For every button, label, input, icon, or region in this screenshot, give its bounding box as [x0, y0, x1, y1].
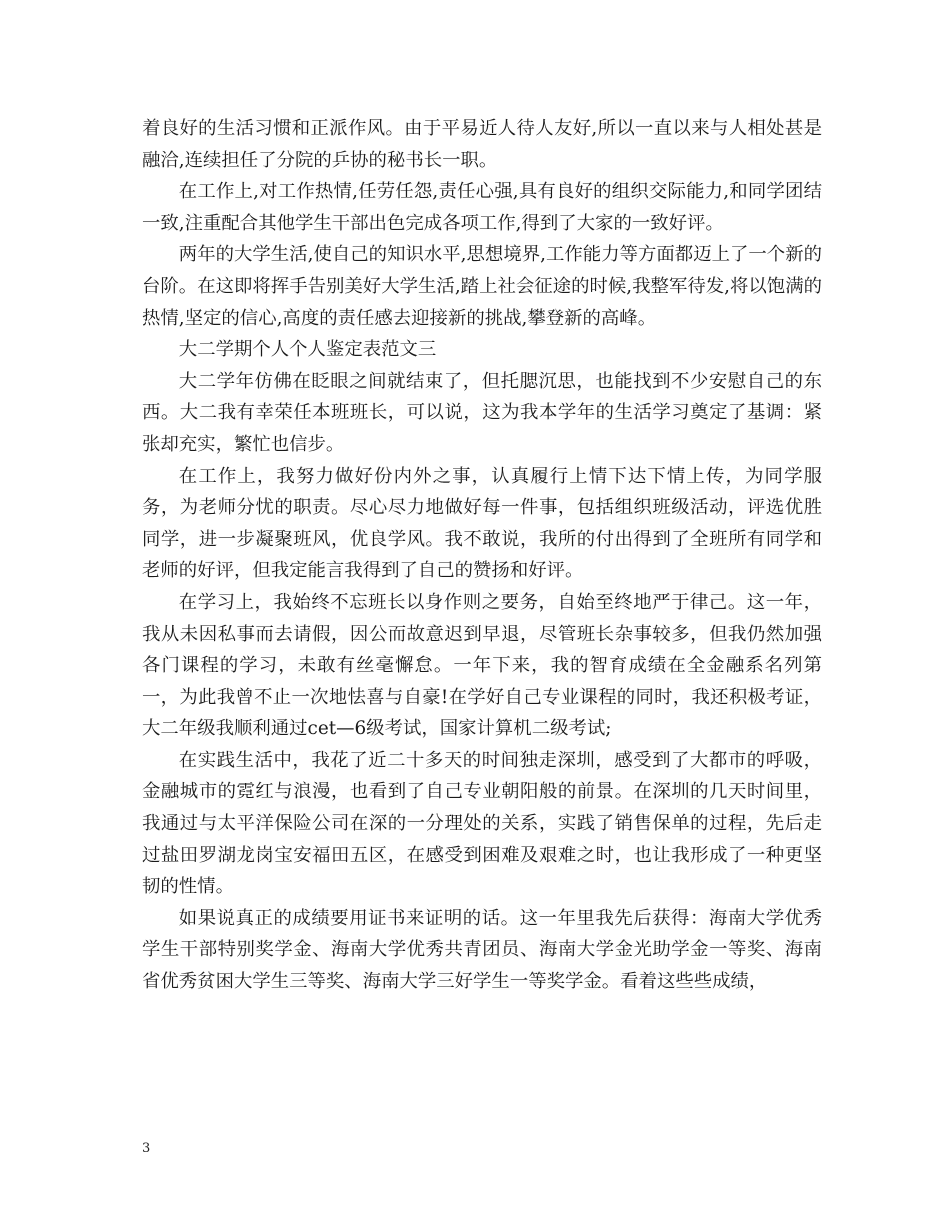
- paragraph-8: 如果说真正的成绩要用证书来证明的话。这一年里我先后获得：海南大学优秀学生干部特别奖学金、海南大学优秀共青团员、海南大学金光助学金一等奖、海南省优秀贫困大学生三等奖、海南大学三好学生一等奖学金。看着这些些成绩，: [142, 907, 822, 993]
- paragraph-3: 两年的大学生活,使自己的知识水平,思想境界,工作能力等方面都迈上了一个新的台阶。在这即将挥手告别美好大学生活,踏上社会征途的时候,我整军待发,将以饱满的热情,坚定的信心,高度的责任感去迎接新的挑战,攀登新的高峰。: [142, 244, 822, 329]
- document-body: [142, 113, 822, 998]
- paragraph-1: 着良好的生活习惯和正派作风。由于平易近人待人友好,所以一直以来与人相处甚是融洽,连续担任了分院的乒协的秘书长一职。: [142, 118, 822, 171]
- paragraph-4: 大二学年仿佛在眨眼之间就结束了，但托腮沉思，也能找到不少安慰自己的东西。大二我有幸荣任本班班长，可以说，这为我本学年的生活学习奠定了基调：紧张却充实，繁忙也信步。: [142, 370, 822, 455]
- paragraph-7: 在实践生活中，我花了近二十多天的时间独走深圳，感受到了大都市的呼吸，金融城市的霓红与浪漫，也看到了自己专业朝阳般的前景。在深圳的几天时间里，我通过与太平洋保险公司在深的一分理处的关系，实践了销售保单的过程，先后走过盐田罗湖龙岗宝安福田五区，在感受到困难及艰难之时，也让我形成了一种更坚韧的性情。: [142, 749, 822, 898]
- page-number: 3: [142, 1141, 151, 1156]
- section-heading: 大二学期个人个人鉴定表范文三: [178, 339, 437, 361]
- paragraph-2: 在工作上,对工作热情,任劳任怨,责任心强,具有良好的组织交际能力,和同学团结一致,注重配合其他学生干部出色完成各项工作,得到了大家的一致好评。: [142, 181, 822, 234]
- paragraph-5: 在工作上，我努力做好份内外之事，认真履行上情下达下情上传，为同学服务，为老师分忧的职责。尽心尽力地做好每一件事，包括组织班级活动，评选优胜同学，进一步凝聚班风，优良学风。我不敢说，我所的付出得到了全班所有同学和老师的好评，但我定能言我得到了自己的赞扬和好评。: [142, 465, 822, 582]
- paragraph-6: 在学习上，我始终不忘班长以身作则之要务，自始至终地严于律己。这一年，我从未因私事而去请假，因公而故意迟到早退，尽管班长杂事较多，但我仍然加强各门课程的学习，未敢有丝毫懈怠。一年下来，我的智育成绩在全金融系名列第一，为此我曾不止一次地怯喜与自豪!在学好自己专业课程的同时，我还积极考证，大二年级我顺利通过cet—6级考试，国家计算机二级考试;: [142, 591, 822, 740]
